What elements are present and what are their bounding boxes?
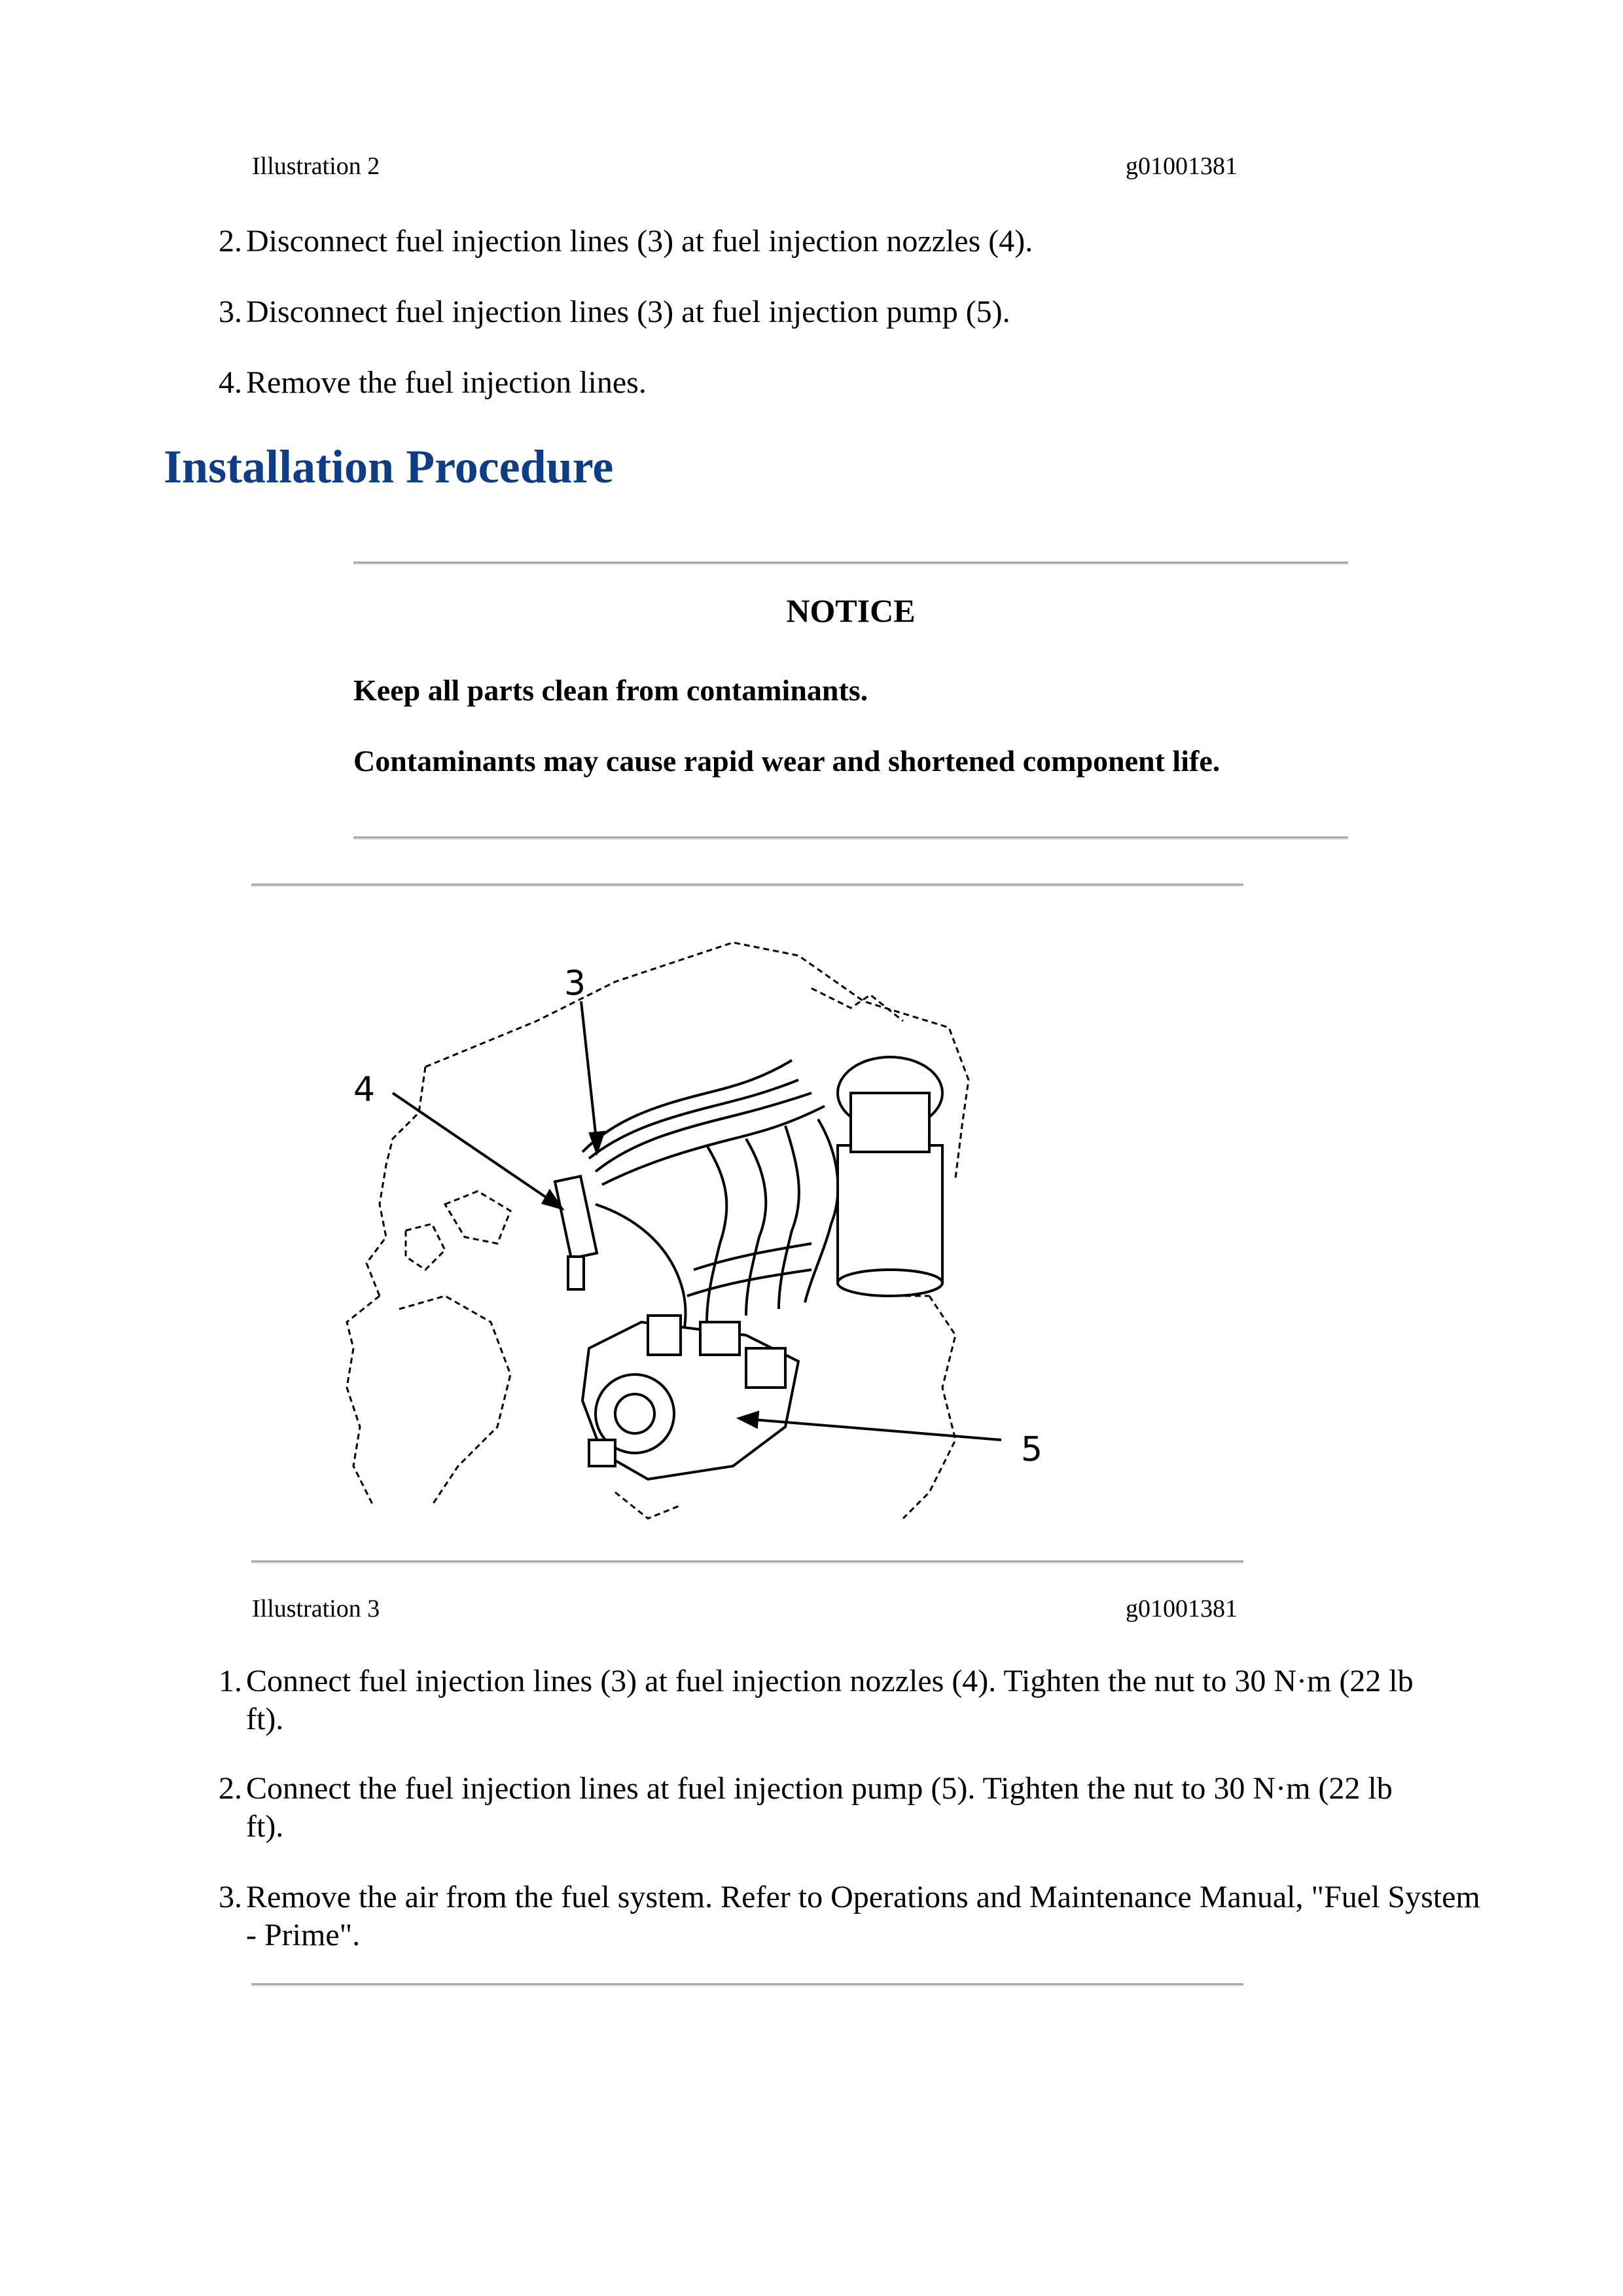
end-rule: [251, 1983, 1243, 1986]
illustration-2-code: g01001381: [1126, 152, 1238, 180]
step-text: Connect the fuel injection lines at fuel injection pump (5). Tighten the nut to 30 N·m (22 lb ft).: [246, 1771, 1393, 1844]
step-number: 2.: [219, 1771, 242, 1806]
notice-title: NOTICE: [786, 592, 916, 629]
figure-bottom-rule: [251, 1560, 1243, 1564]
callout-4: 4: [353, 1070, 376, 1109]
step-number: 4.: [219, 365, 242, 400]
notice-bottom-rule: [353, 836, 1348, 840]
illustration-3-code: g01001381: [1126, 1595, 1238, 1623]
step-text: Connect fuel injection lines (3) at fuel injection nozzles (4). Tighten the nut to 30 N·m (22 lb ft).: [246, 1664, 1414, 1736]
injection-lines: [582, 1060, 838, 1348]
illustration-2-label: Illustration 2: [252, 152, 380, 180]
notice-top-rule: [353, 562, 1348, 565]
step-number: 3.: [219, 1880, 242, 1914]
step-text: Disconnect fuel injection lines (3) at fuel injection nozzles (4).: [246, 224, 1033, 259]
step-number: 2.: [219, 224, 242, 259]
callout-3: 3: [564, 964, 586, 1003]
step-text: Disconnect fuel injection lines (3) at fuel injection pump (5).: [246, 295, 1010, 329]
fuel-filter: [838, 1057, 942, 1296]
step-number: 1.: [219, 1664, 242, 1698]
step-number: 3.: [219, 295, 242, 329]
step-text: Remove the fuel injection lines.: [246, 365, 647, 400]
fuel-injection-illustration: [340, 929, 1080, 1532]
callout-5: 5: [1021, 1430, 1043, 1469]
figure-top-rule: [251, 884, 1243, 887]
notice-line: Contaminants may cause rapid wear and shortened component life.: [353, 744, 1221, 778]
section-heading: Installation Procedure: [164, 440, 614, 493]
step-text: Remove the air from the fuel system. Refer to Operations and Maintenance Manual, "Fuel System - Prime".: [246, 1880, 1480, 1952]
notice-line: Keep all parts clean from contaminants.: [353, 673, 868, 707]
injection-pump: [582, 1316, 798, 1479]
injection-nozzle: [555, 1176, 597, 1289]
illustration-3-label: Illustration 3: [252, 1595, 380, 1623]
